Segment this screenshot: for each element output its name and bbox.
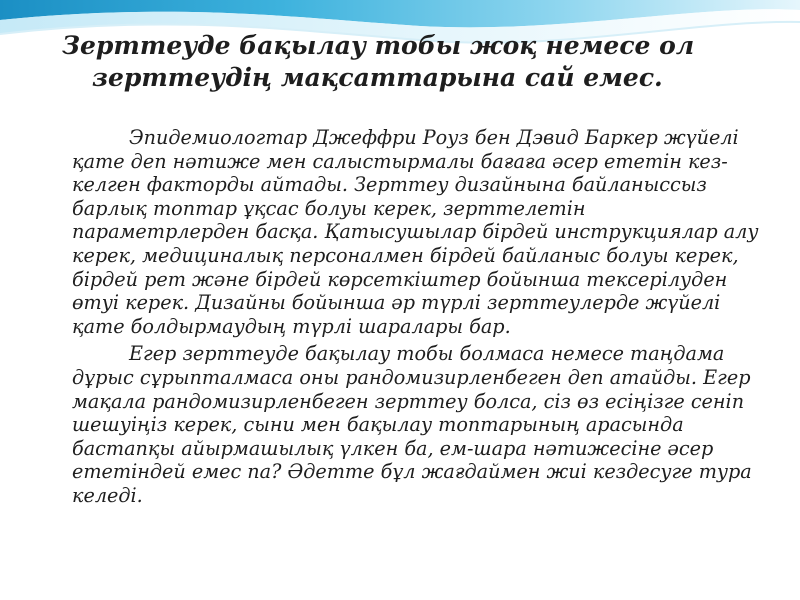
body-paragraph-1: Эпидемиологтар Джеффри Роуз бен Дэвид Баркер жүйелі қате деп нәтиже мен салыстырмалы бағаға әсер ететін кез-келген факторды айтады. Зерттеу дизайнына байланыссыз барлық топтар ұқсас болуы керек, зерттелетін параметрлерден басқа. Қатысушылар бірдей инструкциялар алу керек, медициналық персоналмен бірдей байланыс болуы керек, бірдей рет және бірдей көрсеткіштер бойынша тексерілуден өтуі керек. Дизайны бойынша әр түрлі зерттеулерде жүйелі қате болдырмаудың түрлі шаралары бар. [72, 126, 759, 338]
slide-body [72, 126, 762, 512]
body-paragraph-2: Егер зерттеуде бақылау тобы болмаса немесе таңдама дұрыс сұрыпталмаса оны рандомизирленбеген деп атайды. Егер мақала рандомизирленбеген зерттеу болса, сіз өз есіңізге сеніп шешуіңіз керек, сыни мен бақылау топтарының арасында бастапқы айырмашылық үлкен ба, ем-шара нәтижесіне әсер ететіндей емес па? Әдетте бұл жағдаймен жиі кездесуге тура келеді. [72, 342, 752, 507]
slide-title: Зерттеуде бақылау тобы жоқ немесе ол зерттеудің мақсаттарына сай емес. [62, 31, 695, 92]
